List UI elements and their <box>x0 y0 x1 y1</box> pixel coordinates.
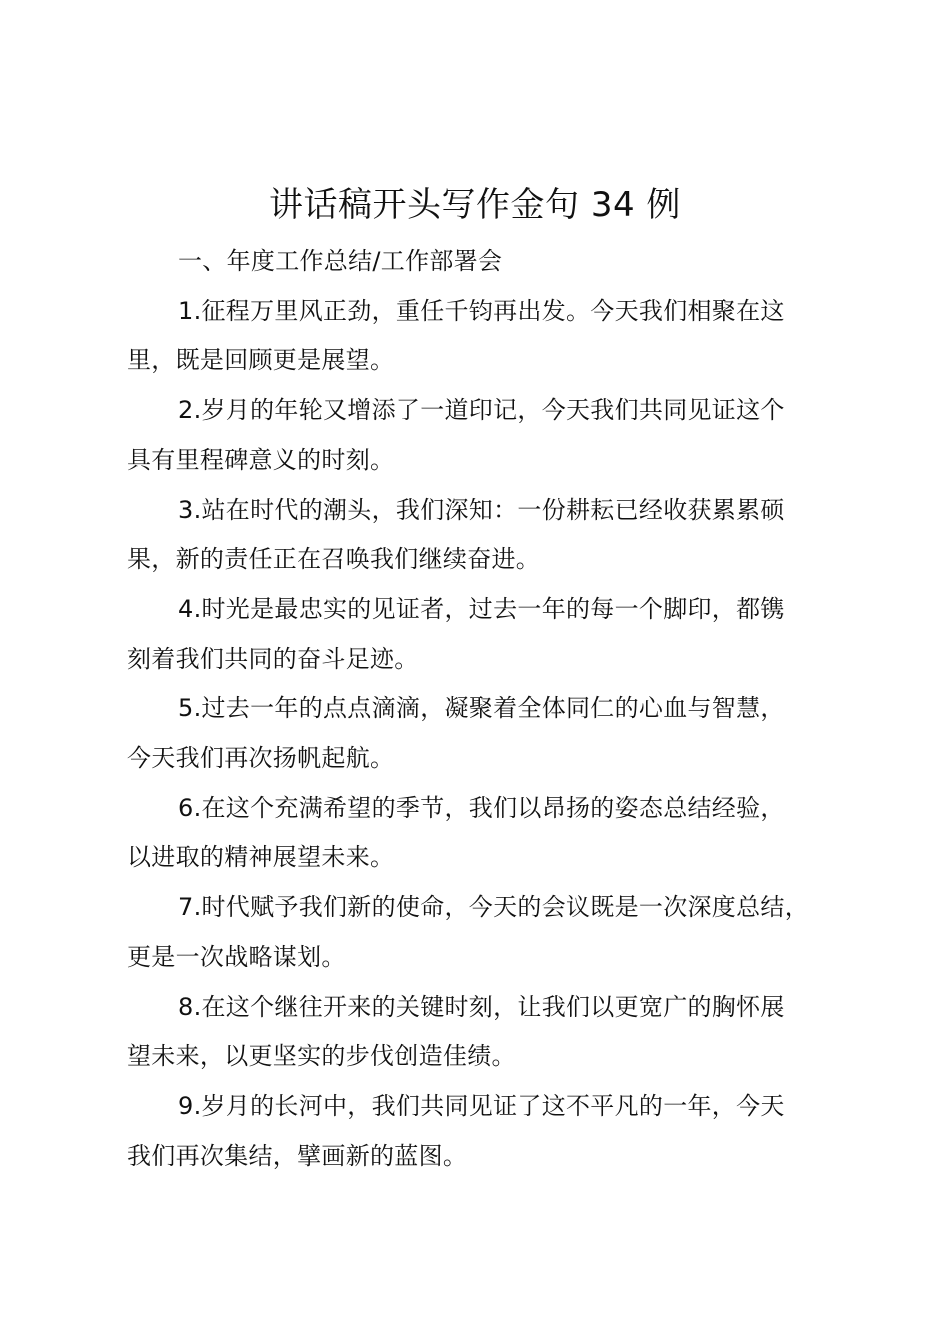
list-item-line: 6.在这个充满希望的季节，我们以昂扬的姿态总结经验， <box>178 793 785 822</box>
list-item <box>127 585 867 684</box>
list-item <box>127 883 867 982</box>
document-body <box>127 237 867 1181</box>
list-item-line: 2.岁月的年轮又增添了一道印记，今天我们共同见证这个 <box>178 396 785 425</box>
list-item <box>127 486 867 585</box>
list-item-line: 以进取的精神展望未来。 <box>127 843 395 872</box>
list-item-line: 里，既是回顾更是展望。 <box>127 346 395 375</box>
list-item <box>127 784 867 883</box>
list-item <box>127 684 867 783</box>
list-item-line: 今天我们再次扬帆起航。 <box>127 744 395 773</box>
list-item-line: 具有里程碑意义的时刻。 <box>127 445 395 474</box>
section-heading <box>127 237 867 287</box>
list-item <box>127 386 867 485</box>
list-item-line: 我们再次集结，擘画新的蓝图。 <box>127 1141 468 1170</box>
list-item-line: 7.时代赋予我们新的使命，今天的会议既是一次深度总结， <box>178 893 809 922</box>
list-item <box>127 983 867 1082</box>
list-item-line: 8.在这个继往开来的关键时刻，让我们以更宽广的胸怀展 <box>178 992 785 1021</box>
list-item <box>127 1082 867 1181</box>
list-item-line: 刻着我们共同的奋斗足迹。 <box>127 644 419 673</box>
document-title: 讲话稿开头写作金句 34 例 <box>269 185 681 225</box>
list-item-line: 1.征程万里风正劲，重任千钧再出发。今天我们相聚在这 <box>178 296 785 325</box>
section-heading-text: 一、年度工作总结/工作部署会 <box>178 247 503 275</box>
list-item-line: 更是一次战略谋划。 <box>127 942 346 971</box>
list-item-line: 果，新的责任正在召唤我们继续奋进。 <box>127 545 541 574</box>
list-item-line: 5.过去一年的点点滴滴，凝聚着全体同仁的心血与智慧， <box>178 694 785 723</box>
list-item-line: 望未来，以更坚实的步伐创造佳绩。 <box>127 1042 516 1071</box>
list-item-line: 9.岁月的长河中，我们共同见证了这不平凡的一年，今天 <box>178 1091 785 1120</box>
list-item-line: 3.站在时代的潮头，我们深知：一份耕耘已经收获累累硕 <box>178 495 785 524</box>
list-item-line: 4.时光是最忠实的见证者，过去一年的每一个脚印，都镌 <box>178 594 785 623</box>
list-item <box>127 287 867 386</box>
